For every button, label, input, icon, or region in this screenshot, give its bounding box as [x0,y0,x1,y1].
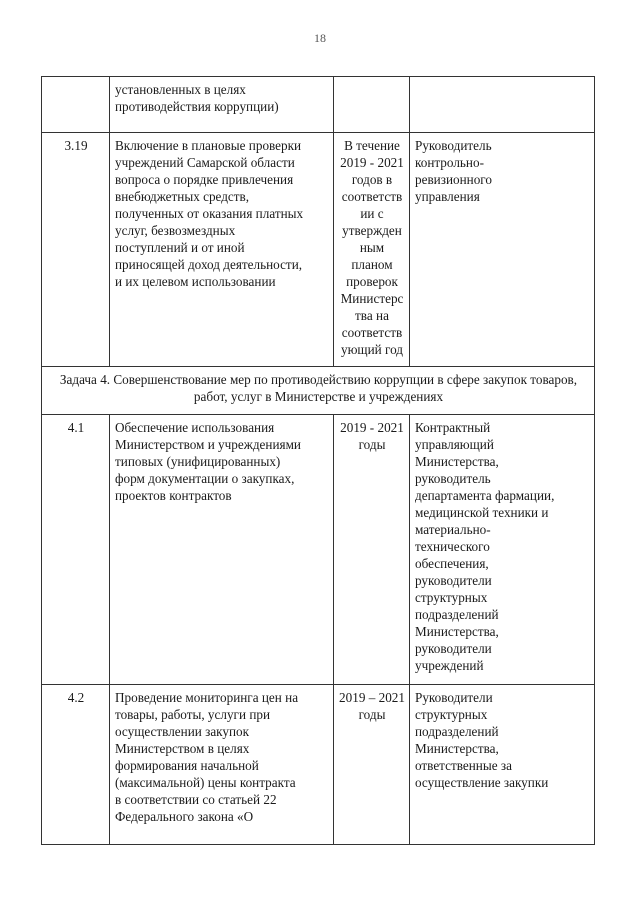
period-cell: 2019 – 2021 годы [334,685,410,845]
responsible-cell: Контрактный управляющий Министерства, руководитель департамента фармации, медицинской техники и материально- технического обеспечения, руководители структурных подразделений Министерства, руководители учреждений [410,415,595,685]
table-row-3-19 [42,133,595,367]
responsible-cell: Руководители структурных подразделений Министерства, ответственные за осуществление закупки [410,685,595,845]
period-cell: В течение 2019 - 2021 годов в соответств ии с утвержден ным планом проверок Министерс тва на соответств ующий год [334,133,410,367]
task-4-heading: Задача 4. Совершенствование мер по противодействию коррупции в сфере закупок товаров, работ, услуг в Министерстве и учреждениях [42,367,595,415]
measure-text-cell: Проведение мониторинга цен на товары, работы, услуги при осуществлении закупок Министерством в целях формирования начальной (максимальной) цены контракта в соответствии со статьей 22 Федерального закона «О [110,685,334,845]
row-number-cell: 4.1 [42,415,110,685]
table-row-4-2 [42,685,595,845]
period-cell: 2019 - 2021 годы [334,415,410,685]
responsible-cell: Руководитель контрольно- ревизионного управления [410,133,595,367]
table-row-4-1 [42,415,595,685]
measure-text-cell: Обеспечение использования Министерством и учреждениями типовых (унифицированных) форм документации о закупках, проектов контрактов [110,415,334,685]
period-cell [334,77,410,133]
measure-text-cell: установленных в целях противодействия коррупции) [110,77,334,133]
row-number-cell: 4.2 [42,685,110,845]
table-row-continuation [42,77,595,133]
row-number-cell [42,77,110,133]
task-heading-row [42,367,595,415]
plan-table [41,76,595,845]
page-number: 18 [314,31,326,45]
responsible-cell [410,77,595,133]
measure-text-cell: Включение в плановые проверки учреждений Самарской области вопроса о порядке привлечения внебюджетных средств, полученных от оказания платных услуг, безвозмездных поступлений и от иной приносящей доход деятельности, и их целевом использовании [110,133,334,367]
row-number-cell: 3.19 [42,133,110,367]
